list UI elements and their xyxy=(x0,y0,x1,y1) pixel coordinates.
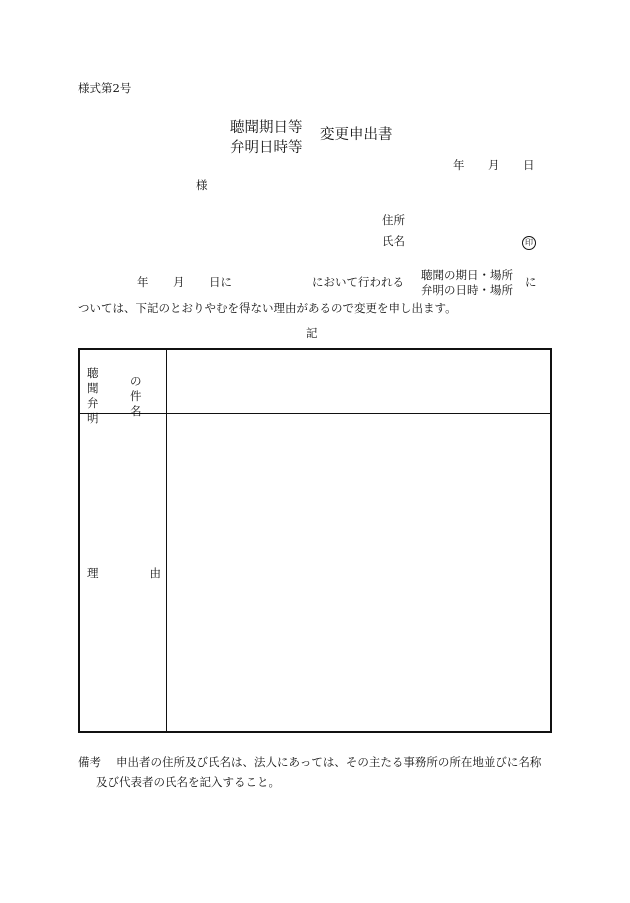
reason-row xyxy=(79,413,551,732)
notes-line-1: 申出者の住所及び氏名は、法人にあっては、その主たる事務所の所在地並びに名称 xyxy=(116,755,542,769)
body-day: 日に xyxy=(209,275,232,289)
date-day: 日 xyxy=(523,158,535,172)
case-option-explanation: 弁明 xyxy=(87,396,99,425)
title-option-hearing: 聴聞期日等 xyxy=(230,120,303,136)
body-options xyxy=(421,268,513,298)
body-particle: に xyxy=(525,275,537,289)
body-held-at: において行われる xyxy=(312,275,404,289)
seal-icon: 印 xyxy=(522,236,536,250)
seal-mark xyxy=(522,234,536,250)
body-line-2: ついては、下記のとおりやむを得ない理由があるので変更を申し出ます。 xyxy=(78,301,457,315)
notes-line-2: 及び代表者の氏名を記入すること。 xyxy=(96,775,280,789)
form-number: 様式第2号 xyxy=(78,81,132,95)
case-row xyxy=(79,349,551,413)
address-label: 住所 xyxy=(382,213,405,227)
addressee-suffix: 様 xyxy=(196,178,208,192)
case-name-field[interactable] xyxy=(167,349,552,413)
reason-label-cell xyxy=(79,413,167,732)
body-option-explanation: 弁明の日時・場所 xyxy=(421,283,513,297)
page-title: 変更申出書 xyxy=(320,127,393,143)
reason-label xyxy=(87,566,161,581)
title-stack xyxy=(230,118,303,158)
date-line xyxy=(0,158,630,174)
case-label-suffix: の件名 xyxy=(130,374,142,418)
ki-heading: 記 xyxy=(306,326,318,340)
date-year: 年 xyxy=(453,158,465,172)
date-month: 月 xyxy=(488,158,500,172)
name-label: 氏名 xyxy=(382,234,405,248)
body-month: 月 xyxy=(173,275,185,289)
form-table xyxy=(78,348,552,733)
body-option-hearing: 聴聞の期日・場所 xyxy=(421,268,513,282)
body-year: 年 xyxy=(137,275,149,289)
case-label-cell xyxy=(79,349,167,425)
case-option-hearing: 聴聞 xyxy=(87,366,99,395)
reason-label-char-2: 由 xyxy=(149,565,161,580)
title-option-explanation: 弁明日時等 xyxy=(230,140,303,156)
notes-label: 備考 xyxy=(78,755,101,769)
reason-label-char-1: 理 xyxy=(87,565,99,580)
reason-field[interactable] xyxy=(167,413,552,732)
